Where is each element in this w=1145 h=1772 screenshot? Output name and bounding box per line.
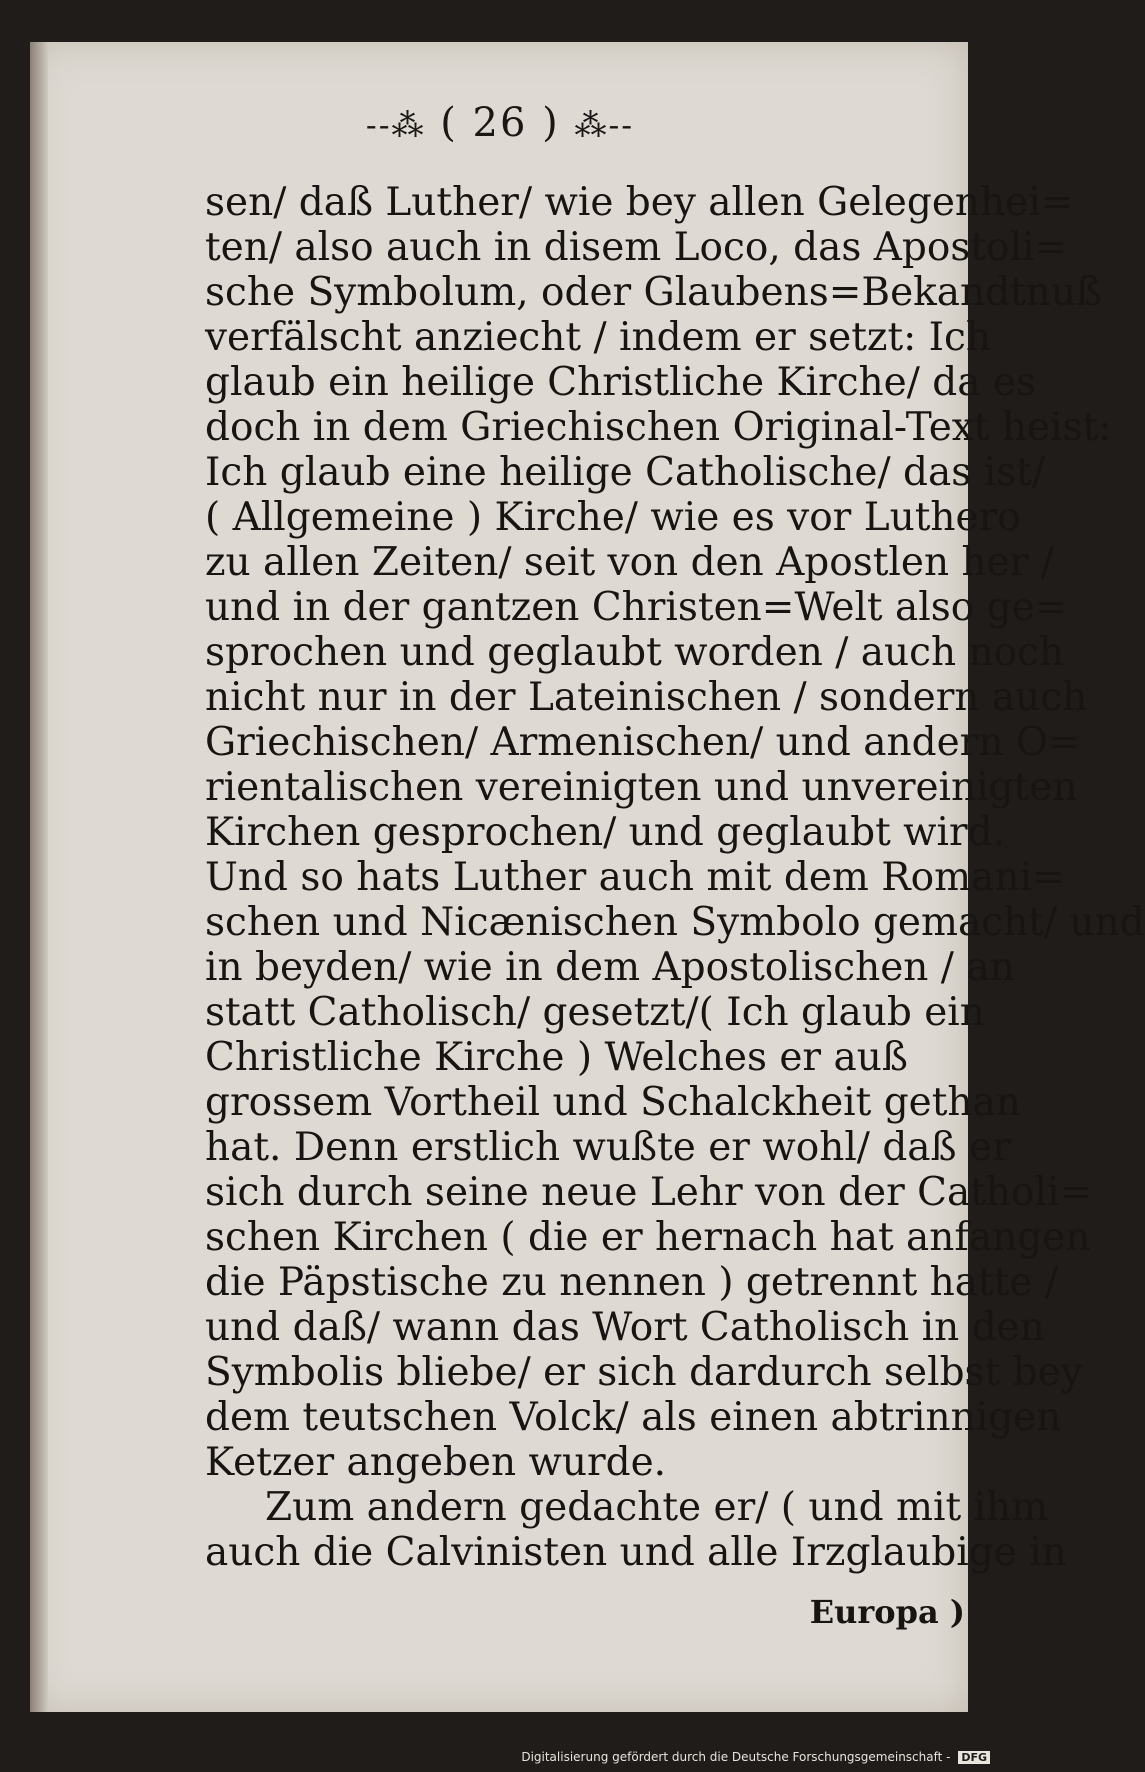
text-line: schen Kirchen ( die er hernach hat anfangen xyxy=(205,1215,1091,1260)
text-line: hat. Denn erstlich wußte er wohl/ daß er xyxy=(205,1125,1011,1170)
text-line: Und so hats Luther auch mit dem Romani= xyxy=(205,855,1065,900)
left-ornament: --⁂ xyxy=(365,106,426,144)
catchword: Europa ) xyxy=(809,1593,965,1631)
text-line: zu allen Zeiten/ seit von den Apostlen her / xyxy=(205,540,1054,585)
footer-credit xyxy=(521,1750,990,1764)
text-line: glaub ein heilige Christliche Kirche/ da es xyxy=(205,360,1036,405)
text-line: statt Catholisch/ gesetzt/( Ich glaub ein xyxy=(205,990,985,1035)
right-ornament: ⁂-- xyxy=(574,106,635,144)
text-line: schen und Nicænischen Symbolo gemacht/ und xyxy=(205,900,1145,945)
body-text xyxy=(205,180,1145,1575)
text-line: sen/ daß Luther/ wie bey allen Gelegenhei= xyxy=(205,180,1074,225)
page-edge xyxy=(30,42,48,1712)
text-line: Symbolis bliebe/ er sich dardurch selbst bey xyxy=(205,1350,1083,1395)
text-line: und in der gantzen Christen=Welt also ge= xyxy=(205,585,1068,630)
text-line: Ketzer angeben wurde. xyxy=(205,1440,667,1485)
text-line: verfälscht anziecht / indem er setzt: Ich xyxy=(205,315,992,360)
text-line: Griechischen/ Armenischen/ und andern O= xyxy=(205,720,1081,765)
text-line: Zum andern gedachte er/ ( und mit ihm xyxy=(265,1485,1049,1530)
page-number: ( 26 ) xyxy=(440,100,560,146)
text-line: rientalischen vereinigten und unvereinigten xyxy=(205,765,1078,810)
text-line: auch die Calvinisten und alle Irzglaubige in xyxy=(205,1530,1067,1575)
text-line: sich durch seine neue Lehr von der Catholi= xyxy=(205,1170,1093,1215)
text-line: Ich glaub eine heilige Catholische/ das ist/ xyxy=(205,450,1045,495)
text-line: die Päpstische zu nennen ) getrennt hatte / xyxy=(205,1260,1059,1305)
page-header xyxy=(0,100,1000,146)
text-line: dem teutschen Volck/ als einen abtrinnigen xyxy=(205,1395,1062,1440)
text-line: Kirchen gesprochen/ und geglaubt wird. xyxy=(205,810,1005,855)
footer-text: Digitalisierung gefördert durch die Deutsche Forschungsgemeinschaft - xyxy=(521,1750,951,1764)
text-line: in beyden/ wie in dem Apostolischen / an xyxy=(205,945,1015,990)
dfg-logo: DFG xyxy=(958,1751,990,1764)
text-line: doch in dem Griechischen Original-Text heist: xyxy=(205,405,1112,450)
text-line: Christliche Kirche ) Welches er auß xyxy=(205,1035,908,1080)
text-line: grossem Vortheil und Schalckheit gethan xyxy=(205,1080,1021,1125)
text-line: nicht nur in der Lateinischen / sondern auch xyxy=(205,675,1088,720)
text-line: sche Symbolum, oder Glaubens=Bekandtnuß xyxy=(205,270,1103,315)
text-line: und daß/ wann das Wort Catholisch in den xyxy=(205,1305,1045,1350)
text-line: ( Allgemeine ) Kirche/ wie es vor Luthero xyxy=(205,495,1021,540)
text-line: sprochen und geglaubt worden / auch noch xyxy=(205,630,1065,675)
text-line: ten/ also auch in disem Loco, das Apostoli= xyxy=(205,225,1068,270)
